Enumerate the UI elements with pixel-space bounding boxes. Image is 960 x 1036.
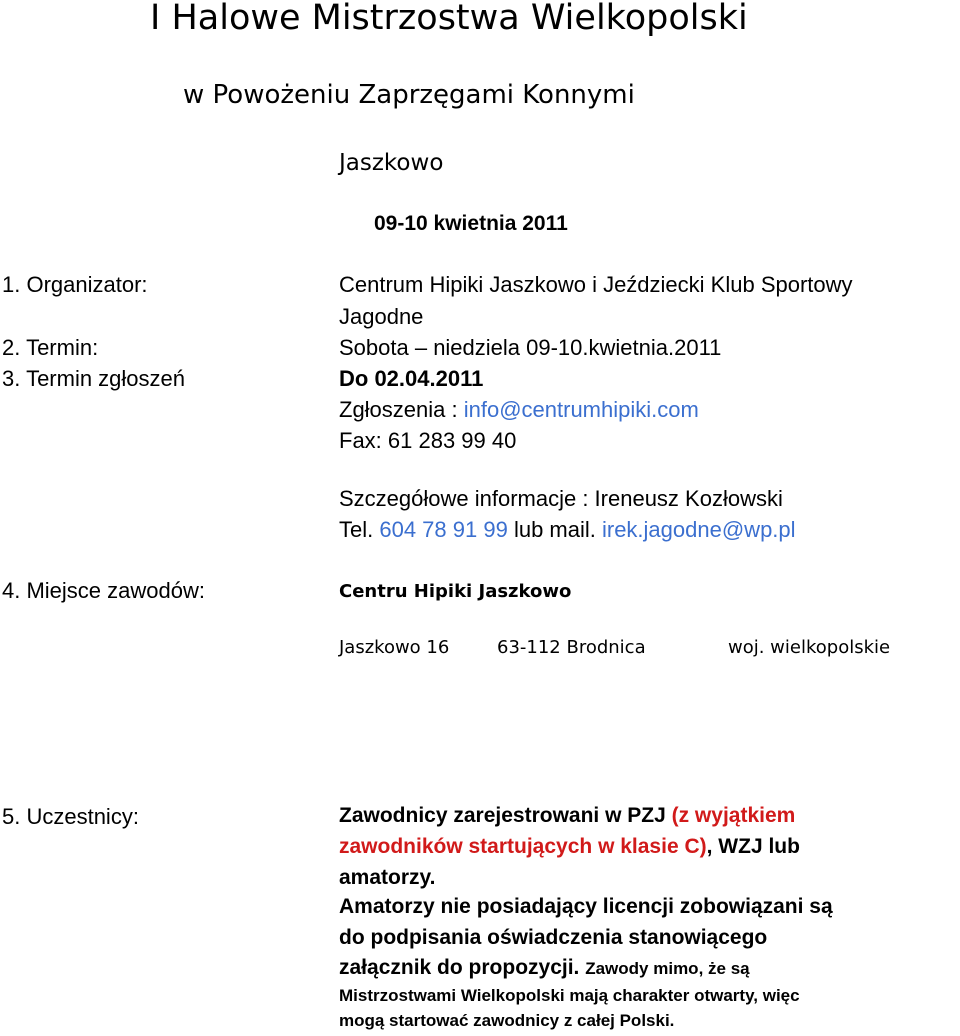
lub-text: lub mail. [507, 517, 602, 542]
participants-text-2a: zawodników startujących w klasie C) [339, 835, 707, 858]
event-place: Jaszkowo [339, 150, 444, 176]
participants-line-1 [339, 804, 795, 828]
term-label: 2. Termin: [2, 335, 99, 360]
venue-region: woj. wielkopolskie [728, 637, 891, 658]
participants-text-2b: , WZJ lub [706, 835, 800, 858]
venue-label: 4. Miejsce zawodów: [2, 578, 205, 603]
event-date: 09-10 kwietnia 2011 [374, 212, 568, 235]
organizer-label: 1. Organizator: [2, 272, 148, 297]
deadline-label: 3. Termin zgłoszeń [2, 366, 186, 391]
fax-line: Fax: 61 283 99 40 [339, 428, 517, 453]
participants-text-6b: Zawody mimo, że są [585, 959, 750, 978]
participants-line-8: mogą startować zawodnicy z całej Polski. [339, 1011, 675, 1030]
participants-line-2 [339, 835, 800, 859]
participants-text-1b: (z wyjątkiem [671, 804, 796, 827]
venue-postal: 63-112 Brodnica [497, 637, 646, 658]
document-title: I Halowe Mistrzostwa Wielkopolski [150, 0, 748, 38]
entries-line [339, 397, 699, 423]
tel-prefix: Tel. [339, 517, 380, 542]
participants-text-1a: Zawodnicy zarejestrowani w PZJ [339, 804, 672, 827]
organizer-value: Centrum Hipiki Jaszkowo i Jeździecki Klub Sportowy [339, 272, 853, 297]
participants-line-5: do podpisania oświadczenia stanowiącego [339, 926, 768, 949]
term-value: Sobota – niedziela 09-10.kwietnia.2011 [339, 335, 722, 360]
deadline-value: Do 02.04.2011 [339, 366, 484, 391]
participants-line-6 [339, 956, 750, 980]
details-line: Szczegółowe informacje : Ireneusz Kozłowski [339, 486, 783, 511]
mail-link[interactable]: irek.jagodne@wp.pl [601, 517, 796, 542]
participants-line-7: Mistrzostwami Wielkopolski mają charakter otwarty, więc [339, 986, 800, 1005]
participants-line-3: amatorzy. [339, 866, 436, 889]
venue-name: Centru Hipiki Jaszkowo [339, 581, 572, 602]
entries-email-link[interactable]: info@centrumhipiki.com [463, 397, 699, 422]
participants-label: 5. Uczestnicy: [2, 804, 139, 829]
participants-text-6a: załącznik do propozycji. [339, 956, 586, 979]
document-subtitle: w Powożeniu Zaprzęgami Konnymi [183, 80, 635, 110]
contact-line [339, 517, 796, 543]
tel-link[interactable]: 604 78 91 99 [379, 517, 508, 542]
organizer-value-cont: Jagodne [339, 304, 424, 329]
venue-address: Jaszkowo 16 [339, 637, 450, 658]
entries-prefix: Zgłoszenia : [339, 397, 464, 422]
participants-line-4: Amatorzy nie posiadający licencji zobowiązani są [339, 895, 833, 918]
